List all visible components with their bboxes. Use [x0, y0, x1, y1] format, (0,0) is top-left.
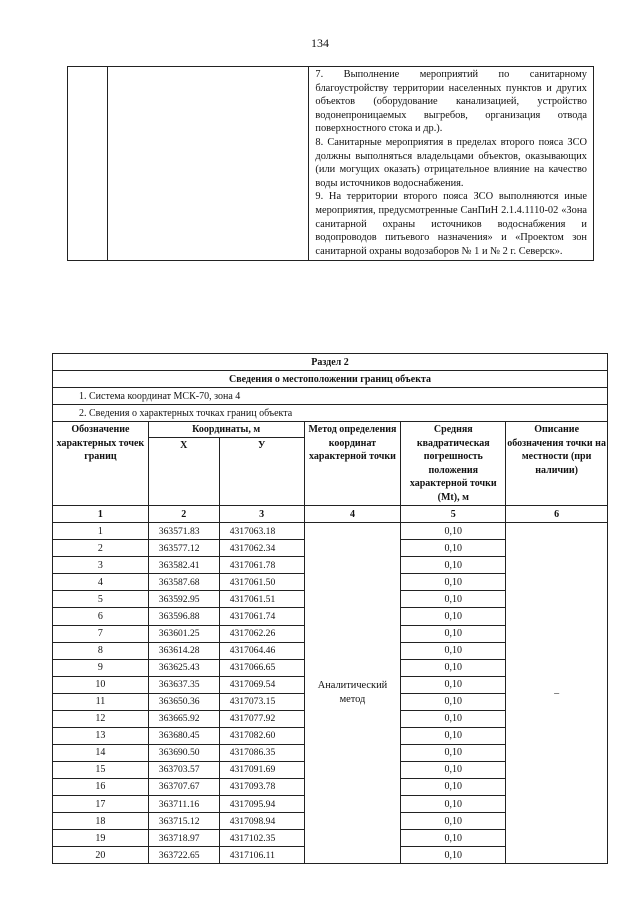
- method-cell: Аналитический метод: [304, 523, 401, 864]
- coord-y: 4317066.65: [219, 659, 304, 676]
- mean-error-value: 0,10: [401, 574, 506, 591]
- header-x: X: [148, 438, 219, 506]
- mean-error-value: 0,10: [401, 642, 506, 659]
- mean-error-value: 0,10: [401, 744, 506, 761]
- section-subtitle: Сведения о местоположении границ объекта: [53, 371, 608, 388]
- coord-y: 4317086.35: [219, 744, 304, 761]
- mean-error-value: 0,10: [401, 557, 506, 574]
- mean-error-value: 0,10: [401, 625, 506, 642]
- mean-error-value: 0,10: [401, 591, 506, 608]
- mean-error-value: 0,10: [401, 608, 506, 625]
- mean-error-value: 0,10: [401, 813, 506, 830]
- point-number: 16: [53, 778, 149, 795]
- coord-x: 363718.97: [148, 830, 219, 847]
- point-number: 6: [53, 608, 149, 625]
- coord-y: 4317064.46: [219, 642, 304, 659]
- point-number: 15: [53, 761, 149, 778]
- points-body: [53, 523, 608, 864]
- empty-cell: [68, 67, 108, 261]
- coord-x: 363711.16: [148, 795, 219, 812]
- point-number: 18: [53, 813, 149, 830]
- coord-x: 363637.35: [148, 676, 219, 693]
- coord-x: 363601.25: [148, 625, 219, 642]
- column-number: 2: [148, 506, 219, 523]
- coord-x: 363614.28: [148, 642, 219, 659]
- coord-y: 4317062.34: [219, 540, 304, 557]
- header-coordinates: Координаты, м: [148, 422, 304, 438]
- section-title: Раздел 2: [53, 354, 608, 371]
- coord-x: 363582.41: [148, 557, 219, 574]
- coord-y: 4317098.94: [219, 813, 304, 830]
- measures-text-cell: [309, 67, 594, 261]
- points-caption-line: 2. Сведения о характерных точках границ объекта: [53, 405, 608, 422]
- point-number: 4: [53, 574, 149, 591]
- table-row: [53, 523, 608, 540]
- coord-x: 363596.88: [148, 608, 219, 625]
- point-number: 12: [53, 710, 149, 727]
- column-number: 6: [506, 506, 608, 523]
- header-mean-error: Средняя квадратическая погрешность положения характерной точки (Mt), м: [401, 422, 506, 506]
- mean-error-value: 0,10: [401, 710, 506, 727]
- coord-system-line: 1. Система координат МСК-70, зона 4: [53, 388, 608, 405]
- column-number-row: [53, 506, 608, 523]
- mean-error-value: 0,10: [401, 676, 506, 693]
- point-number: 9: [53, 659, 149, 676]
- coord-x: 363707.67: [148, 778, 219, 795]
- column-number: 3: [219, 506, 304, 523]
- empty-cell: [107, 67, 309, 261]
- point-number: 20: [53, 847, 149, 864]
- coord-y: 4317095.94: [219, 795, 304, 812]
- mean-error-value: 0,10: [401, 795, 506, 812]
- description-cell: –: [506, 523, 608, 864]
- measure-paragraph-9: 9. На территории второго пояса ЗСО выполняются иные мероприятия, предусмотренные СанПиН 2.1.4.1110-02 «Зона санитарной охраны источников водоснабжения и водопроводов питьевого назначения» и «Проектом зон санитарной охраны водозаборов № 1 и № 2 г. Северск».: [315, 191, 587, 257]
- header-point-designation: Обозначение характерных точек границ: [53, 422, 149, 506]
- mean-error-value: 0,10: [401, 523, 506, 540]
- point-number: 17: [53, 795, 149, 812]
- coord-y: 4317061.51: [219, 591, 304, 608]
- coord-x: 363650.36: [148, 693, 219, 710]
- coord-x: 363625.43: [148, 659, 219, 676]
- mean-error-value: 0,10: [401, 830, 506, 847]
- coord-x: 363592.95: [148, 591, 219, 608]
- point-number: 13: [53, 727, 149, 744]
- measure-paragraph-7: 7. Выполнение мероприятий по санитарному благоустройству территории населенных пунктов и других объектов (оборудование канализацией, устройство водонепроницаемых выгребов, организация отвода поверхностного стока и др.).: [315, 69, 587, 135]
- header-method: Метод определения координат характерной точки: [304, 422, 401, 506]
- boundary-points-table: [52, 353, 608, 864]
- coord-x: 363715.12: [148, 813, 219, 830]
- coord-y: 4317091.69: [219, 761, 304, 778]
- point-number: 10: [53, 676, 149, 693]
- coord-x: 363680.45: [148, 727, 219, 744]
- column-number: 5: [401, 506, 506, 523]
- continuation-table: [67, 66, 594, 261]
- coord-y: 4317077.92: [219, 710, 304, 727]
- column-number: 4: [304, 506, 401, 523]
- point-number: 8: [53, 642, 149, 659]
- coord-y: 4317062.26: [219, 625, 304, 642]
- coord-y: 4317102.35: [219, 830, 304, 847]
- coord-x: 363690.50: [148, 744, 219, 761]
- mean-error-value: 0,10: [401, 778, 506, 795]
- point-number: 14: [53, 744, 149, 761]
- coord-y: 4317061.74: [219, 608, 304, 625]
- mean-error-value: 0,10: [401, 659, 506, 676]
- mean-error-value: 0,10: [401, 540, 506, 557]
- coord-y: 4317073.15: [219, 693, 304, 710]
- coord-x: 363587.68: [148, 574, 219, 591]
- point-number: 1: [53, 523, 149, 540]
- column-number: 1: [53, 506, 149, 523]
- coord-y: 4317069.54: [219, 676, 304, 693]
- point-number: 7: [53, 625, 149, 642]
- coord-x: 363571.83: [148, 523, 219, 540]
- header-y: У: [219, 438, 304, 506]
- mean-error-value: 0,10: [401, 727, 506, 744]
- coord-x: 363722.65: [148, 847, 219, 864]
- point-number: 5: [53, 591, 149, 608]
- coord-y: 4317063.18: [219, 523, 304, 540]
- mean-error-value: 0,10: [401, 847, 506, 864]
- coord-y: 4317093.78: [219, 778, 304, 795]
- point-number: 11: [53, 693, 149, 710]
- coord-y: 4317061.78: [219, 557, 304, 574]
- page-number: 134: [311, 36, 329, 50]
- mean-error-value: 0,10: [401, 761, 506, 778]
- mean-error-value: 0,10: [401, 693, 506, 710]
- coord-y: 4317106.11: [219, 847, 304, 864]
- coord-x: 363703.57: [148, 761, 219, 778]
- measure-paragraph-8: 8. Санитарные мероприятия в пределах второго пояса ЗСО должны выполняться владельцами объектов, оказывающих (или могущих оказать) отрицательное влияние на качество воды источников водоснабжения.: [315, 136, 587, 189]
- point-number: 2: [53, 540, 149, 557]
- header-description: Описание обозначения точки на местности (при наличии): [506, 422, 608, 506]
- coord-y: 4317082.60: [219, 727, 304, 744]
- coord-x: 363577.12: [148, 540, 219, 557]
- point-number: 3: [53, 557, 149, 574]
- coord-x: 363665.92: [148, 710, 219, 727]
- coord-y: 4317061.50: [219, 574, 304, 591]
- point-number: 19: [53, 830, 149, 847]
